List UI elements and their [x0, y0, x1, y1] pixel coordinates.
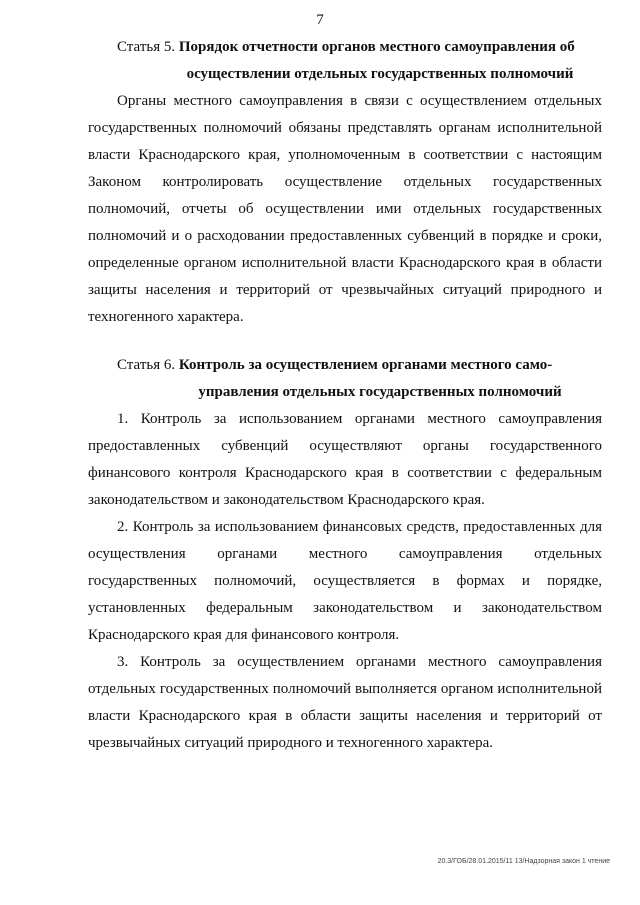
- article-title-line-2: управления отдельных государственных полномочий: [198, 384, 562, 400]
- footer-document-code: 20.3/ГОБ/28.01.2015/11 13/Надзорная закон 1 чтение: [437, 858, 610, 865]
- article-title-line-1: Контроль за осуществлением органами местного само-: [178, 357, 553, 373]
- article-paragraph: 3. Контроль за осуществлением органами местного самоуправления отдельных государственных полномочий выполняется органом исполнительной власти Краснодарского края в области защиты населения и территорий от чрезвычайных ситуаций природного и техногенного характера.: [88, 654, 602, 751]
- article-paragraph: 1. Контроль за использованием органами местного самоуправления предоставленных субвенций осуществляют органы государственного финансового контроля Краснодарского края в соответствии с федеральным законодательством и законодательством Краснодарского края.: [88, 411, 602, 508]
- article-title-line-1: Порядок отчетности органов местного самоуправления об: [178, 39, 575, 55]
- article-paragraph: Органы местного самоуправления в связи с осуществлением отдельных государственных полномочий обязаны представлять органам исполнительной власти Краснодарского края, уполномоченным в соответствии с настоящим Законом контролировать осуществление отдельных государственных полномочий, отчеты об осуществлении ими отдельных государственных полномочий и о расходовании предоставленных субвенций в порядке и сроки, определенные органом исполнительной власти Краснодарского края в области защиты населения и территорий от чрезвычайных ситуаций природного и техногенного характера.: [88, 93, 602, 325]
- article-label: Статья 5.: [117, 39, 176, 55]
- article-title-line-2: осуществлении отдельных государственных полномочий: [186, 66, 574, 82]
- article-heading: [88, 352, 602, 406]
- article-6: [88, 352, 602, 757]
- article-paragraph: 2. Контроль за использованием финансовых средств, предоставленных для осуществления органами местного самоуправления отдельных государственных полномочий, осуществляется в формах и порядке, установленных федеральным законодательством и законодательством Краснодарского края для финансового контроля.: [88, 519, 602, 643]
- page-number: 7: [316, 12, 324, 28]
- article-label: Статья 6.: [117, 357, 176, 373]
- article-5: [88, 34, 602, 331]
- article-heading: [88, 34, 602, 88]
